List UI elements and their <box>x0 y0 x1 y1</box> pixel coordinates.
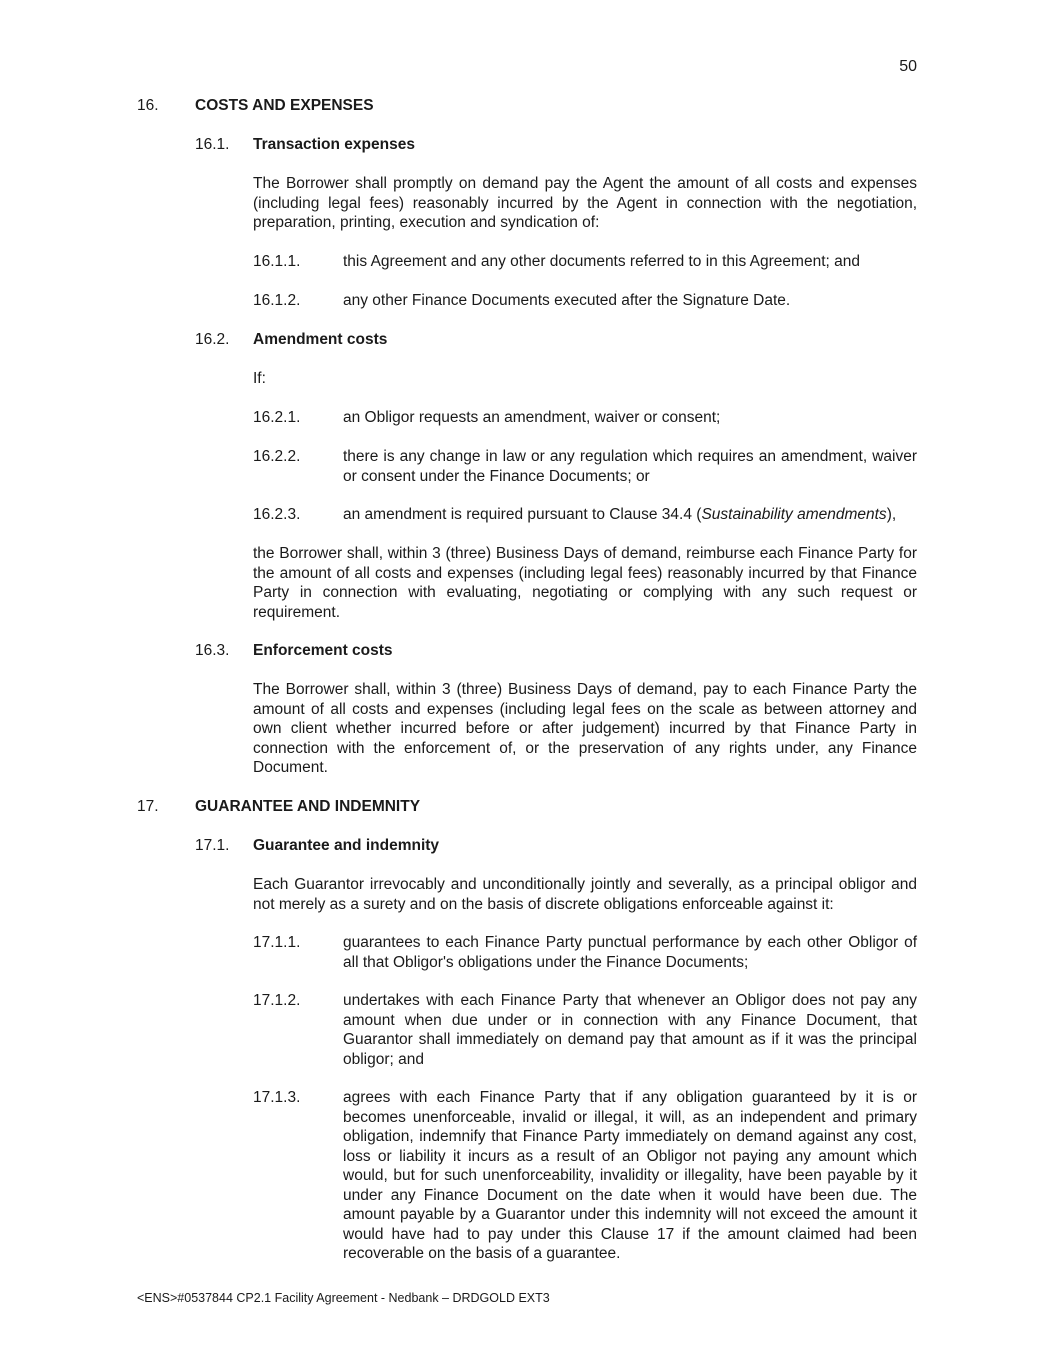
item-number: 17.1.2. <box>253 992 301 1009</box>
clause-number: 16.1. <box>195 136 230 153</box>
clause-17-1-intro: Each Guarantor irrevocably and unconditionally jointly and severally, as a principal obligor and not merely as a surety and on the basis of discrete obligations enforceable against it: <box>253 876 917 913</box>
clause-16-3-intro: The Borrower shall, within 3 (three) Business Days of demand, pay to each Finance Party the amount of all costs and expenses (including legal fees on the scale as between attorney and own client whether incurred before or after judgement) incurred by that Finance Party in connection with the enforcement of, or the preservation of any rights under, any Finance Document. <box>253 681 917 776</box>
clause-16-2-intro: If: <box>253 370 266 387</box>
item-text <box>343 505 917 525</box>
item-number: 16.2.3. <box>253 506 301 523</box>
clause-number: 16.3. <box>195 642 230 659</box>
item-number: 16.2.2. <box>253 448 301 465</box>
item-text: there is any change in law or any regulation which requires an amendment, waiver or consent under the Finance Documents; or <box>343 448 917 485</box>
item-text-before: an amendment is required pursuant to Clause 34.4 ( <box>343 506 702 523</box>
item-number: 16.1.1. <box>253 253 301 270</box>
item-text: an Obligor requests an amendment, waiver or consent; <box>343 409 721 426</box>
clause-title: Guarantee and indemnity <box>253 837 440 854</box>
clause-16-2-closing: the Borrower shall, within 3 (three) Business Days of demand, reimburse each Finance Party for the amount of all costs and expenses (including legal fees) reasonably incurred by that Finance Party in connection with evaluating, negotiating or complying with any such request or requirement. <box>253 545 917 621</box>
page-number: 50 <box>899 58 917 75</box>
section-title: COSTS AND EXPENSES <box>195 97 374 114</box>
item-text: agrees with each Finance Party that if any obligation guaranteed by it is or becomes unenforceable, invalid or illegal, it will, as an independent and primary obligation, indemnify that Finance Party immediately on demand against any cost, loss or liability it incurs as a result of an Obligor not paying any amount which would, but for such unenforceability, invalidity or illegality, have been payable by it under any Finance Document on the date when it would have been due. The amount payable by a Guarantor under this indemnity will not exceed the amount it would have had to pay under this Clause 17 if the amount claimed had been recoverable on the basis of a guarantee. <box>343 1089 917 1262</box>
section-title: GUARANTEE AND INDEMNITY <box>195 798 421 815</box>
item-text: any other Finance Documents executed after the Signature Date. <box>343 292 791 309</box>
item-number: 16.1.2. <box>253 292 301 309</box>
clause-title: Enforcement costs <box>253 642 393 659</box>
document-footer: <ENS>#0537844 CP2.1 Facility Agreement - Nedbank – DRDGOLD EXT3 <box>137 1291 550 1305</box>
item-text: guarantees to each Finance Party punctual performance by each other Obligor of all that Obligor's obligations under the Finance Documents; <box>343 934 917 971</box>
clause-title: Transaction expenses <box>253 136 415 153</box>
item-number: 16.2.1. <box>253 409 301 426</box>
item-number: 17.1.3. <box>253 1089 301 1106</box>
section-number: 16. <box>137 97 159 114</box>
item-text: this Agreement and any other documents referred to in this Agreement; and <box>343 253 860 270</box>
section-number: 17. <box>137 798 159 815</box>
item-text: undertakes with each Finance Party that whenever an Obligor does not pay any amount when due under or in connection with any Finance Document, that Guarantor shall immediately on demand pay that amount as if it was the principal obligor; and <box>343 992 917 1068</box>
clause-title: Amendment costs <box>253 331 388 348</box>
item-number: 17.1.1. <box>253 934 301 951</box>
clause-number: 17.1. <box>195 837 230 854</box>
clause-number: 16.2. <box>195 331 230 348</box>
item-text-italic: Sustainability amendments <box>701 506 887 523</box>
item-text-after: ), <box>886 506 897 523</box>
clause-16-1-intro: The Borrower shall promptly on demand pay the Agent the amount of all costs and expenses (including legal fees) reasonably incurred by the Agent in connection with the negotiation, preparation, printing, execution and syndication of: <box>253 175 917 231</box>
